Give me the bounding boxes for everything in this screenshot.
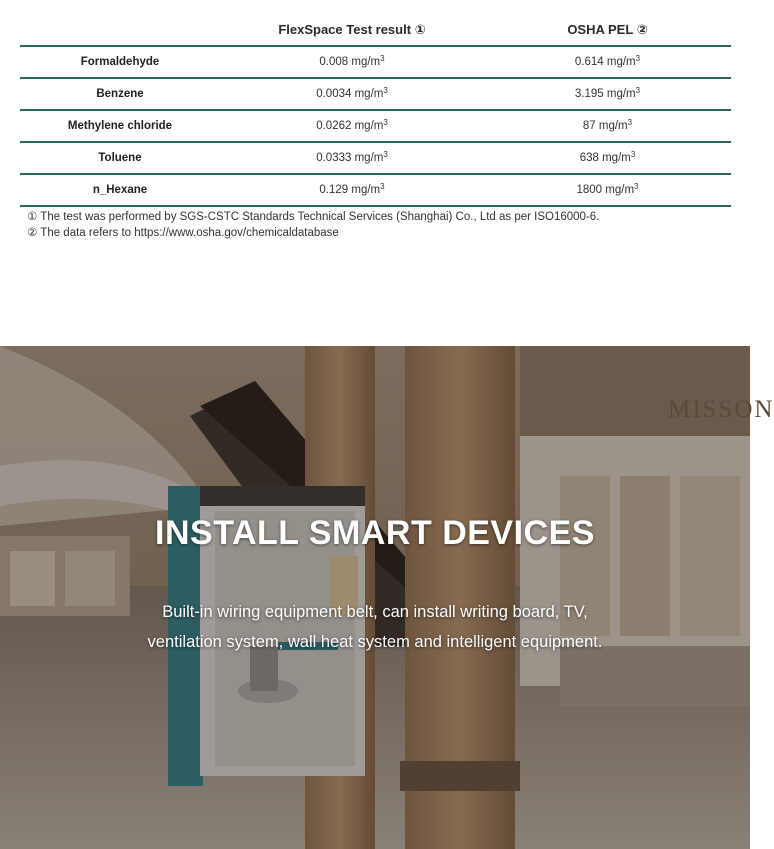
osha-pel-cell-value: 3.195 (574, 88, 604, 100)
osha-pel-cell (484, 174, 731, 206)
substance-name-value: Toluene (98, 152, 142, 164)
test-result-cell-value: 0.0034 (316, 88, 352, 100)
osha-pel-cell-value: 87 (582, 120, 596, 132)
test-result-cell (220, 174, 484, 206)
unit-label: $mg/m^3$ (602, 150, 636, 164)
footnotes (27, 209, 599, 241)
test-result-cell (220, 110, 484, 142)
table-row (20, 46, 731, 78)
substance-name (20, 46, 220, 78)
unit-label: $mg/m^3$ (605, 182, 639, 196)
osha-pel-cell-value: 0.614 (574, 56, 604, 68)
unit-label: $mg/m^3$ (606, 86, 641, 100)
test-result-cell-value: 0.129 (319, 184, 349, 196)
header-substance (20, 14, 220, 46)
banner-description (0, 597, 750, 657)
substance-name (20, 78, 220, 110)
banner-description-line-2: ventilation system, wall heat system and intelligent equipment. (147, 633, 603, 651)
substance-name-value: Benzene (96, 88, 144, 100)
unit-label: $mg/m^3$ (598, 118, 633, 132)
table-header-row (20, 14, 731, 46)
table-row (20, 174, 731, 206)
test-result-cell (220, 142, 484, 174)
banner-title: INSTALL SMART DEVICES (155, 514, 595, 552)
table-row (20, 142, 731, 174)
emission-table-section (0, 0, 750, 346)
unit-label: $mg/m^3$ (354, 150, 388, 164)
footnote-2: ② The data refers to https://www.osha.gov/chemicaldatabase (27, 227, 339, 239)
footnote-1: ① The test was performed by SGS-CSTC Standards Technical Services (Shanghai) Co., Ltd as per ISO16000-6. (27, 211, 600, 223)
test-result-cell (220, 46, 484, 78)
unit-label: $mg/m^3$ (351, 182, 385, 196)
substance-name (20, 174, 220, 206)
substance-name (20, 142, 220, 174)
test-result-cell-value: 0.008 (319, 56, 349, 68)
test-result-cell (220, 78, 484, 110)
osha-pel-cell-value: 1800 (576, 184, 603, 196)
table-row (20, 110, 731, 142)
substance-name-value: n_Hexane (92, 184, 148, 196)
substance-name (20, 110, 220, 142)
unit-label: $mg/m^3$ (354, 118, 388, 132)
test-result-cell-value: 0.0262 (316, 120, 352, 132)
table-row (20, 78, 731, 110)
header-test-result: FlexSpace Test result ① (220, 14, 484, 46)
osha-pel-cell (484, 142, 731, 174)
banner-description-line-1: Built-in wiring equipment belt, can install writing board, TV, (162, 603, 588, 621)
substance-name-value: Formaldehyde (80, 56, 160, 68)
osha-pel-cell (484, 110, 731, 142)
osha-pel-cell (484, 46, 731, 78)
substance-name-value: Methylene chloride (67, 120, 173, 132)
unit-label: $mg/m^3$ (606, 54, 641, 68)
header-osha-pel: OSHA PEL ② (484, 14, 731, 46)
emission-table (20, 14, 731, 207)
osha-pel-cell-value: 638 (579, 152, 599, 164)
store-sign: MISSON (668, 396, 774, 423)
unit-label: $mg/m^3$ (354, 86, 388, 100)
test-result-cell-value: 0.0333 (316, 152, 352, 164)
smart-devices-banner (0, 346, 774, 849)
unit-label: $mg/m^3$ (351, 54, 385, 68)
osha-pel-cell (484, 78, 731, 110)
